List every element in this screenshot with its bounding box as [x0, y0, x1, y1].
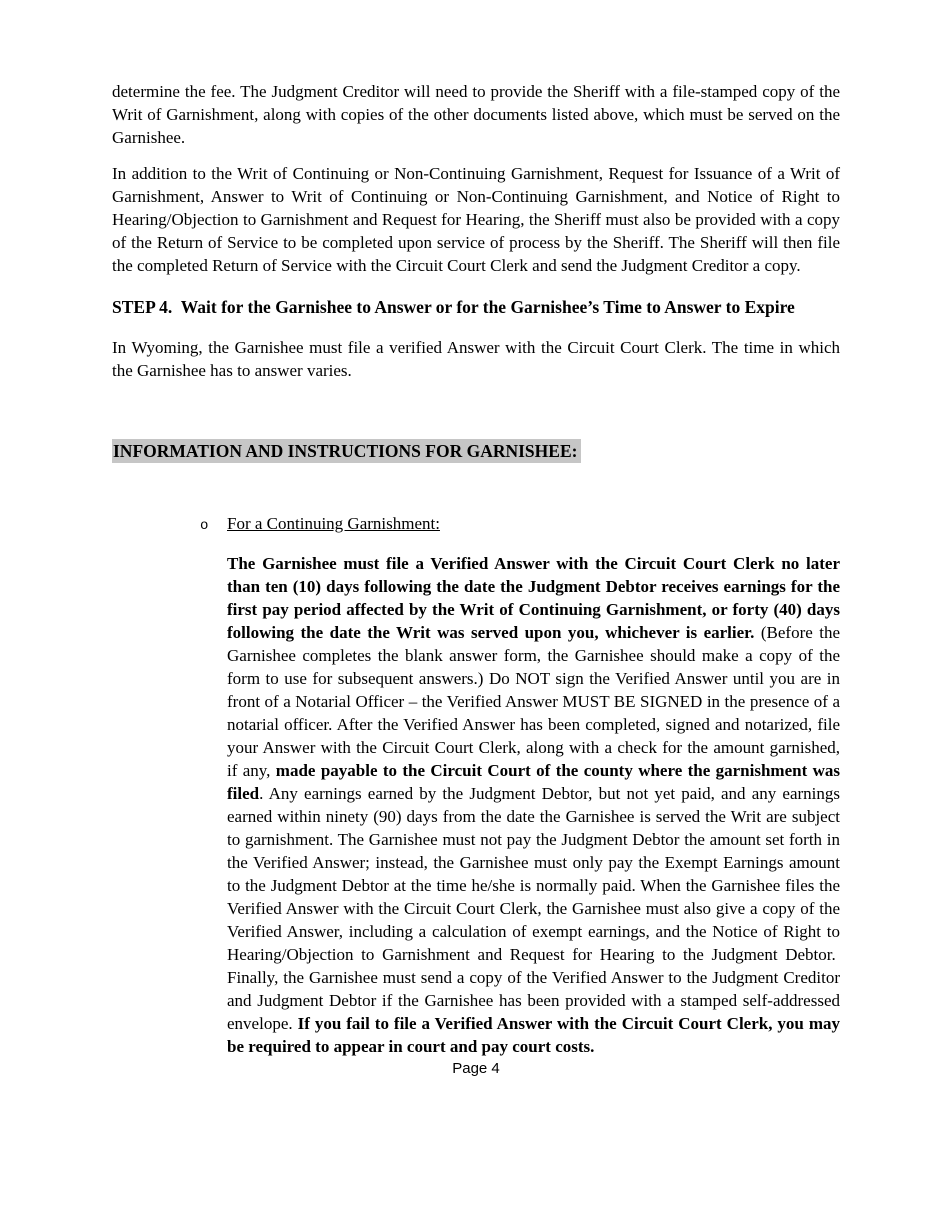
garnishee-instructions-heading — [112, 439, 840, 463]
circle-bullet-icon: o — [200, 518, 209, 534]
bullet-label-continuing-garnishment: For a Continuing Garnishment: — [227, 514, 440, 533]
paragraph-sheriff-service-documents: In addition to the Writ of Continuing or Non-Continuing Garnishment, Request for Issuance of a Writ of Garnishment, Answer to Writ of Continuing or Non-Continuing Garnishment, and Notice of Right to Hearing/Objection to Garnishment and Request for Hearing, the Sheriff must also be provided with a copy of the Return of Service to be completed upon service of process by the Sheriff. The Sheriff will then file the completed Return of Service with the Circuit Court Clerk and send the Judgment Creditor a copy. — [112, 164, 840, 275]
highlighted-heading-text: INFORMATION AND INSTRUCTIONS FOR GARNISHEE: — [112, 439, 581, 463]
paragraph-fee-continuation: determine the fee. The Judgment Creditor will need to provide the Sheriff with a file-stamped copy of the Writ of Garnishment, along with copies of the other documents listed above, which must be served on the Garnishee. — [112, 82, 840, 147]
step4-heading: STEP 4. Wait for the Garnishee to Answer or for the Garnishee’s Time to Answer to Expire — [112, 297, 795, 317]
garnishee-verified-answer-paragraph: The Garnishee must file a Verified Answer with the Circuit Court Clerk no later than ten (10) days following the date the Judgment Debtor receives earnings for the first pay period affected by the Writ of Continuing Garnishment, or forty (40) days following the date the Writ was served upon you, whichever is earlier. (Before the Garnishee completes the blank answer form, the Garnishee should make a copy of the form to use for subsequent answers.) Do NOT sign the Verified Answer until you are in front of a Notarial Officer – the Verified Answer MUST BE SIGNED in the presence of a notarial officer. After the Verified Answer has been completed, signed and notarized, file your Answer with the Circuit Court Clerk, along with a check for the amount garnished, if any, made payable to the Circuit Court of the county where the garnishment was filed. Any earnings earned by the Judgment Debtor, but not yet paid, and any earnings earned within ninety (90) days from the date the Garnishee is served the Writ are subject to garnishment. The Garnishee must not pay the Judgment Debtor the amount set forth in the Verified Answer; instead, the Garnishee must only pay the Exempt Earnings amount to the Judgment Debtor at the time he/she is normally paid. When the Garnishee files the Verified Answer with the Circuit Court Clerk, the Garnishee must also give a copy of the Verified Answer, including a calculation of exempt earnings, and the Notice of Right to Hearing/Objection to Garnishment and Request for Hearing to the Judgment Debtor. Finally, the Garnishee must send a copy of the Verified Answer to the Judgment Creditor and Judgment Debtor if the Garnishee has been provided with a stamped self-addressed envelope. If you fail to file a Verified Answer with the Circuit Court Clerk, you may be required to appear in court and pay court costs. — [227, 554, 841, 1056]
bullet-item-continuing-garnishment — [112, 512, 840, 538]
page-number: Page 4 — [452, 1060, 500, 1077]
paragraph-wyoming-verified-answer: In Wyoming, the Garnishee must file a verified Answer with the Circuit Court Clerk. The time in which the Garnishee has to answer varies. — [112, 338, 840, 380]
